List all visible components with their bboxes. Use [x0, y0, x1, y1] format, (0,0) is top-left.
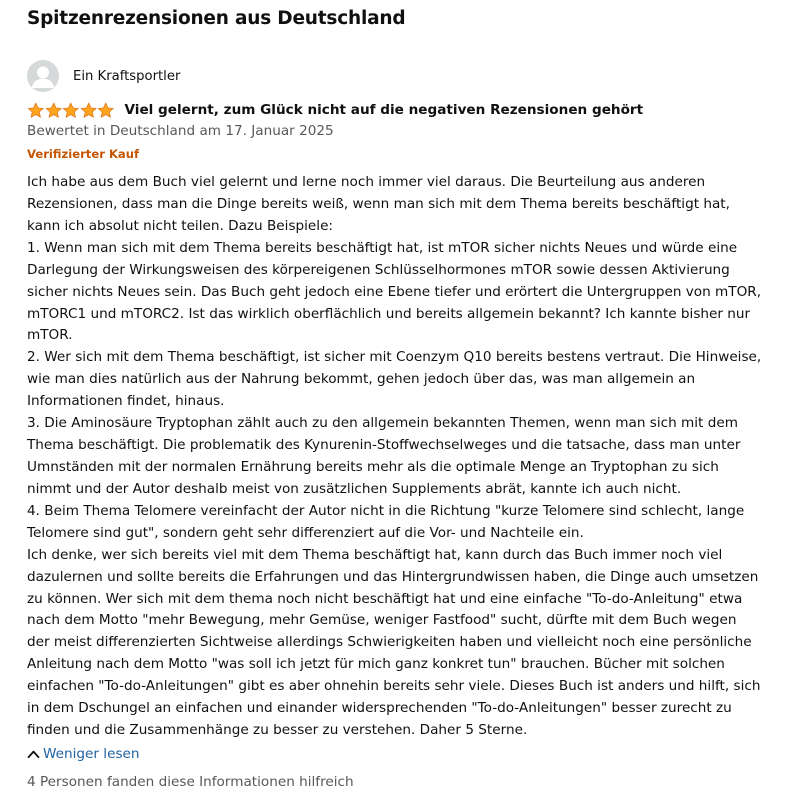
- review-body-line: 1. Wenn man sich mit dem Thema bereits beschäftigt hat, ist mTOR sicher nichts Neues und würde eine: [27, 239, 738, 256]
- review-body-line: in dem Dschungel an einfachen und einander widersprechenden "To-do-Anleitungen" besser zurecht zu: [27, 700, 732, 717]
- review-body-line: Anleitung nach dem Motto "was soll ich jetzt für mich ganz konkret tun" brauchen. Bücher mit solchen: [27, 656, 725, 673]
- review-body-line: mTORC1 und mTORC2. Ist das wirklich oberflächlich und bereits allgemein bekannt? Ich kannte bisher nur: [27, 305, 751, 322]
- review-body-line: Ich denke, wer sich bereits viel mit dem Thema beschäftigt hat, kann durch das Buch immer noch viel: [27, 546, 723, 563]
- star-icon: [80, 102, 98, 119]
- review-body-line: nimmt und der Autor deshalb meist von zusätzlichen Supplements abrät, kannte ich auch nicht.: [27, 480, 682, 497]
- avatar-icon: [27, 60, 59, 92]
- rating-row: [27, 100, 643, 120]
- review-body-line: finden und die Zusammenhänge zu besser zu verstehen. Daher 5 Sterne.: [27, 722, 528, 739]
- review-body: [27, 172, 779, 742]
- review-date: Bewertet in Deutschland am 17. Januar 2025: [27, 123, 334, 139]
- review-body-line: Darlegung der Wirkungsweisen des körpereigenen Schlüsselhormones mTOR sowie dessen Aktivierung: [27, 261, 730, 278]
- reviewer-name: Ein Kraftsportler: [73, 68, 181, 84]
- review-body-line: 3. Die Aminosäure Tryptophan zählt auch zu den allgemein bekannten Themen, wenn man sich mit dem: [27, 415, 738, 432]
- review-body-line: Thema beschäftigt. Die problematik des Kynurenin-Stoffwechselweges und die tatsache, dass man unter: [27, 437, 741, 454]
- review-body-line: zu können. Wer sich mit dem thema noch nicht beschäftigt hat und eine einfache "To-do-Anleitung" etwa: [27, 590, 743, 607]
- chevron-up-icon: [27, 749, 40, 759]
- review-body-line: der meist differenzierten Sichtweise allerdings Schwierigkeiten haben und vielleicht noch eine persönliche: [27, 634, 752, 651]
- review-body-line: nach dem Motto "mehr Bewegung, mehr Gemüse, weniger Fastfood" sucht, dürfte mit dem Buch wegen: [27, 612, 737, 629]
- review-body-line: Umnständen mit der normalen Ernährung bereits mehr als die optimale Menge an Tryptophan zu sich: [27, 458, 719, 475]
- review-body-line: kann ich absolut nicht teilen. Dazu Beispiele:: [27, 217, 334, 234]
- star-icon: [62, 102, 80, 119]
- read-less-label: Weniger lesen: [43, 746, 140, 762]
- review-body-line: dazulernen und sollte bereits die Erfahrungen und das Hintergrundwissen haben, die Dinge auch umsetzen: [27, 568, 759, 585]
- review-body-line: Telomere sind gut", sondern geht sehr differenziert auf die Vor- und Nachteile ein.: [27, 524, 584, 541]
- review-body-line: Informationen findet, hinaus.: [27, 393, 225, 410]
- review-body-line: sicher nichts Neues sein. Das Buch geht jedoch eine Ebene tiefer und erörtert die Untergruppen von mTOR,: [27, 283, 762, 300]
- star-icon: [45, 102, 63, 119]
- star-rating[interactable]: [27, 102, 115, 119]
- review-body-line: einfachen "To-do-Anleitungen" gibt es aber ohnehin bereits sehr viele. Dieses Buch ist anders und hilft, sich: [27, 678, 761, 695]
- reviewer-profile[interactable]: [27, 60, 180, 92]
- read-less-link[interactable]: [27, 744, 140, 764]
- review-title[interactable]: Viel gelernt, zum Glück nicht auf die negativen Rezensionen gehört: [124, 102, 644, 118]
- review-body-line: 4. Beim Thema Telomere vereinfacht der Autor nicht in die Richtung "kurze Telomere sind schlecht, lange: [27, 502, 745, 519]
- review-body-line: Rezensionen, dass man die Dinge bereits weiß, wenn man sich mit dem Thema bereits beschäftigt hat,: [27, 195, 730, 212]
- helpful-count: 4 Personen fanden diese Informationen hilfreich: [27, 774, 354, 790]
- review-body-line: Ich habe aus dem Buch viel gelernt und lerne noch immer viel daraus. Die Beurteilung aus anderen: [27, 174, 706, 190]
- review-body-line: mTOR.: [27, 327, 73, 344]
- verified-purchase-badge: Verifizierter Kauf: [27, 147, 140, 161]
- review-body-line: wie man dies natürlich aus der Nahrung bekommt, gehen jedoch über das, was man allgemein an: [27, 371, 696, 388]
- star-icon: [97, 102, 115, 119]
- section-title: Spitzenrezensionen aus Deutschland: [27, 8, 406, 29]
- star-icon: [27, 102, 45, 119]
- review-body-line: 2. Wer sich mit dem Thema beschäftigt, ist sicher mit Coenzym Q10 bereits bestens vertraut. Die Hinweise,: [27, 349, 762, 366]
